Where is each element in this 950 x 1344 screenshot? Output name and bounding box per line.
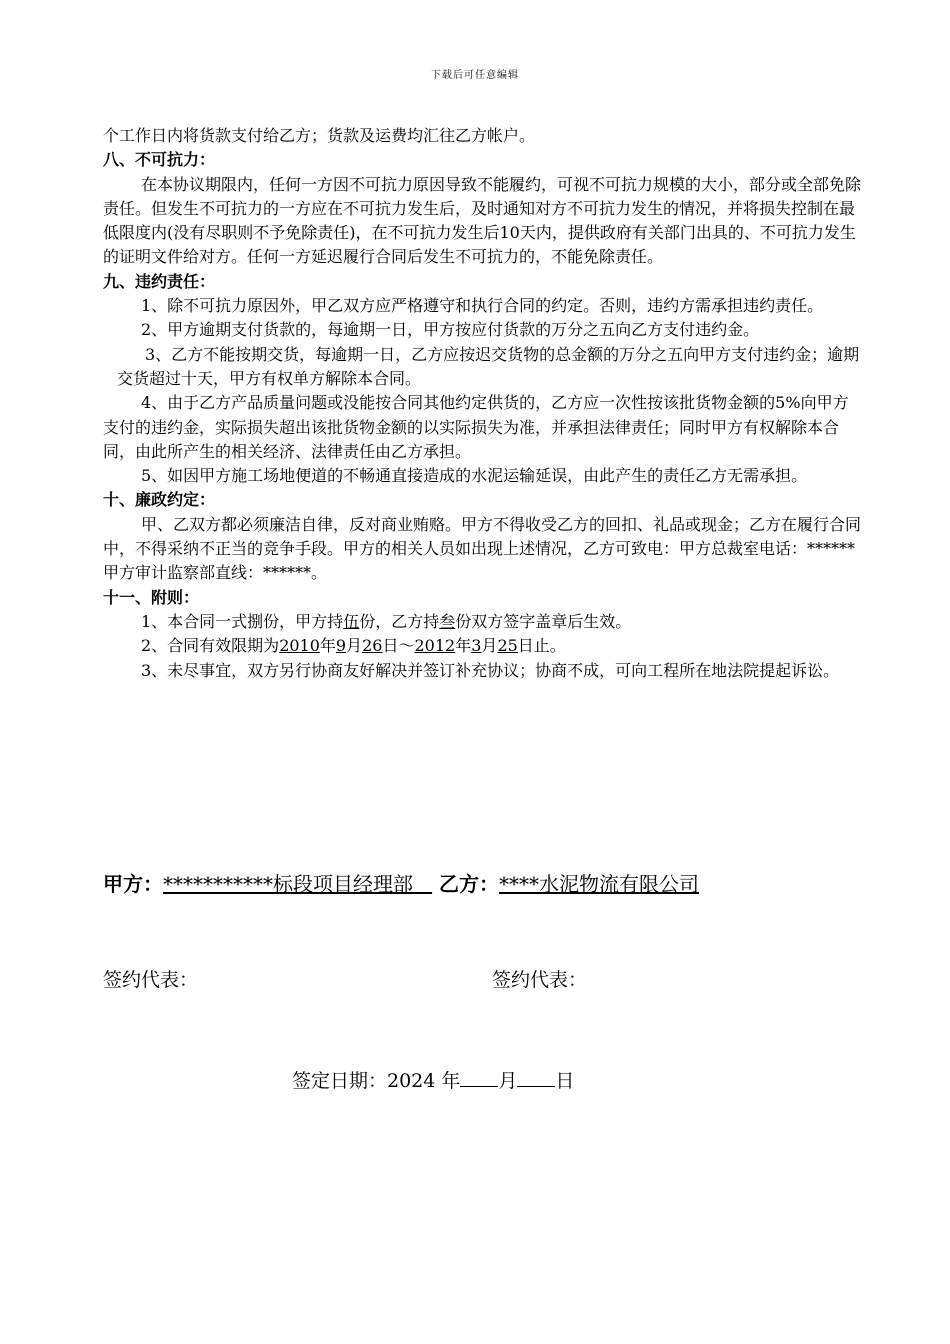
clause-breach-4: 4、由于乙方产品质量问题或没能按合同其他约定供货的，乙方应一次性按该批货物金额的5%向甲方支付的违约金，实际损失超出该批货物金额的以实际损失为准，并承担法律责任；同时甲方有权解除本合同，由此所产生的相关经济、法律责任由乙方承担。	[103, 393, 849, 461]
day-blank	[517, 1068, 555, 1087]
start-month: 9	[335, 636, 347, 656]
clause-text: 份，乙方持	[359, 611, 440, 631]
end-day: 25	[497, 636, 518, 656]
end-year: 2012	[414, 636, 456, 656]
clause-text: 月	[346, 636, 363, 656]
start-year: 2010	[279, 636, 320, 656]
start-day: 26	[362, 636, 383, 656]
clause-text: 年	[319, 636, 336, 656]
signing-date-month: 月	[498, 1070, 518, 1092]
paragraph-payment-continuation: 个工作日内将货款支付给乙方；货款及运费均汇往乙方帐户。	[103, 126, 536, 145]
clause-text: 1、本合同一式捌份，甲方持	[141, 611, 344, 631]
parties-line	[103, 868, 883, 897]
party-a-label: 甲方：	[103, 872, 163, 896]
section-heading-integrity: 十、廉政约定：	[103, 490, 216, 510]
clause-supplementary-3: 3、未尽事宜，双方另行协商友好解决并签订补充协议；协商不成，可向工程所在地法院提起诉讼。	[141, 660, 840, 680]
clause-text: 2、合同有效限期为	[141, 636, 280, 656]
paragraph-force-majeure: 在本协议期限内，任何一方因不可抗力原因导致不能履约，可视不可抗力规模的大小，部分或全部免除责任。但发生不可抗力的一方应在不可抗力发生后，及时通知对方不可抗力发生的情况，并将损失控制在最低限度内(没有尽职则不予免除责任)，在不可抗力发生后10天内，提供政府有关部门出具的、不可抗力发生的证明文件给对方。任何一方延迟履行合同后发生不可抗力的，不能免除责任。	[103, 174, 862, 267]
signatory-a: 签约代表：	[103, 969, 199, 991]
month-blank	[460, 1068, 498, 1087]
contract-body	[103, 124, 863, 683]
section-heading-supplementary: 十一、附则：	[103, 587, 200, 607]
paragraph-integrity: 甲、乙双方都必须廉洁自律，反对商业贿赂。甲方不得收受乙方的回扣、礼品或现金；乙方在履行合同中，不得采纳不正当的竞争手段。甲方的相关人员如出现上述情况，乙方可致电：甲方总裁室电话：******甲方审计监察部直线：******。	[103, 514, 862, 583]
signing-date-day: 日	[555, 1070, 575, 1092]
party-b-label: 乙方：	[439, 872, 500, 896]
copies-party-b: 叁	[439, 611, 456, 631]
end-month: 3	[471, 636, 482, 656]
clause-breach-5: 5、如因甲方施工场地便道的不畅通直接造成的水泥运输延误，由此产生的责任乙方无需承担。	[141, 466, 808, 486]
signing-date-prefix: 签定日期：2024 年	[292, 1070, 461, 1092]
party-b-name: ****水泥物流有限公司	[499, 872, 700, 896]
section-heading-force-majeure: 八、不可抗力：	[103, 150, 216, 170]
clause-text: 日～	[382, 636, 415, 656]
clause-breach-1: 1、除不可抗力原因外，甲乙双方应严格遵守和执行合同的约定。否则，违约方需承担违约责任。	[141, 296, 824, 316]
clause-text: 月	[481, 636, 498, 656]
page-header-note: 下载后可任意编辑	[431, 70, 519, 81]
copies-party-a: 伍	[343, 611, 360, 631]
signing-date	[292, 1066, 574, 1093]
party-a-name: ***********标段项目经理部	[163, 872, 413, 896]
clause-supplementary-2	[103, 634, 863, 658]
signatory-b: 签约代表：	[492, 969, 588, 991]
party-a-underline-gap	[413, 872, 432, 896]
clause-supplementary-1	[103, 610, 863, 634]
section-heading-breach: 九、违约责任：	[103, 271, 216, 291]
clause-text: 份双方签字盖章后生效。	[455, 611, 632, 631]
clause-text: 年	[455, 636, 472, 656]
clause-text: 日止。	[517, 636, 566, 656]
clause-breach-3: 3、乙方不能按期交货，每逾期一日，乙方应按迟交货物的总金额的万分之五向甲方支付违约金；逾期交货超过十天，甲方有权单方解除本合同。	[117, 344, 860, 388]
clause-breach-2: 2、甲方逾期支付货款的，每逾期一日，甲方按应付货款的万分之五向乙方支付违约金。	[141, 320, 760, 340]
